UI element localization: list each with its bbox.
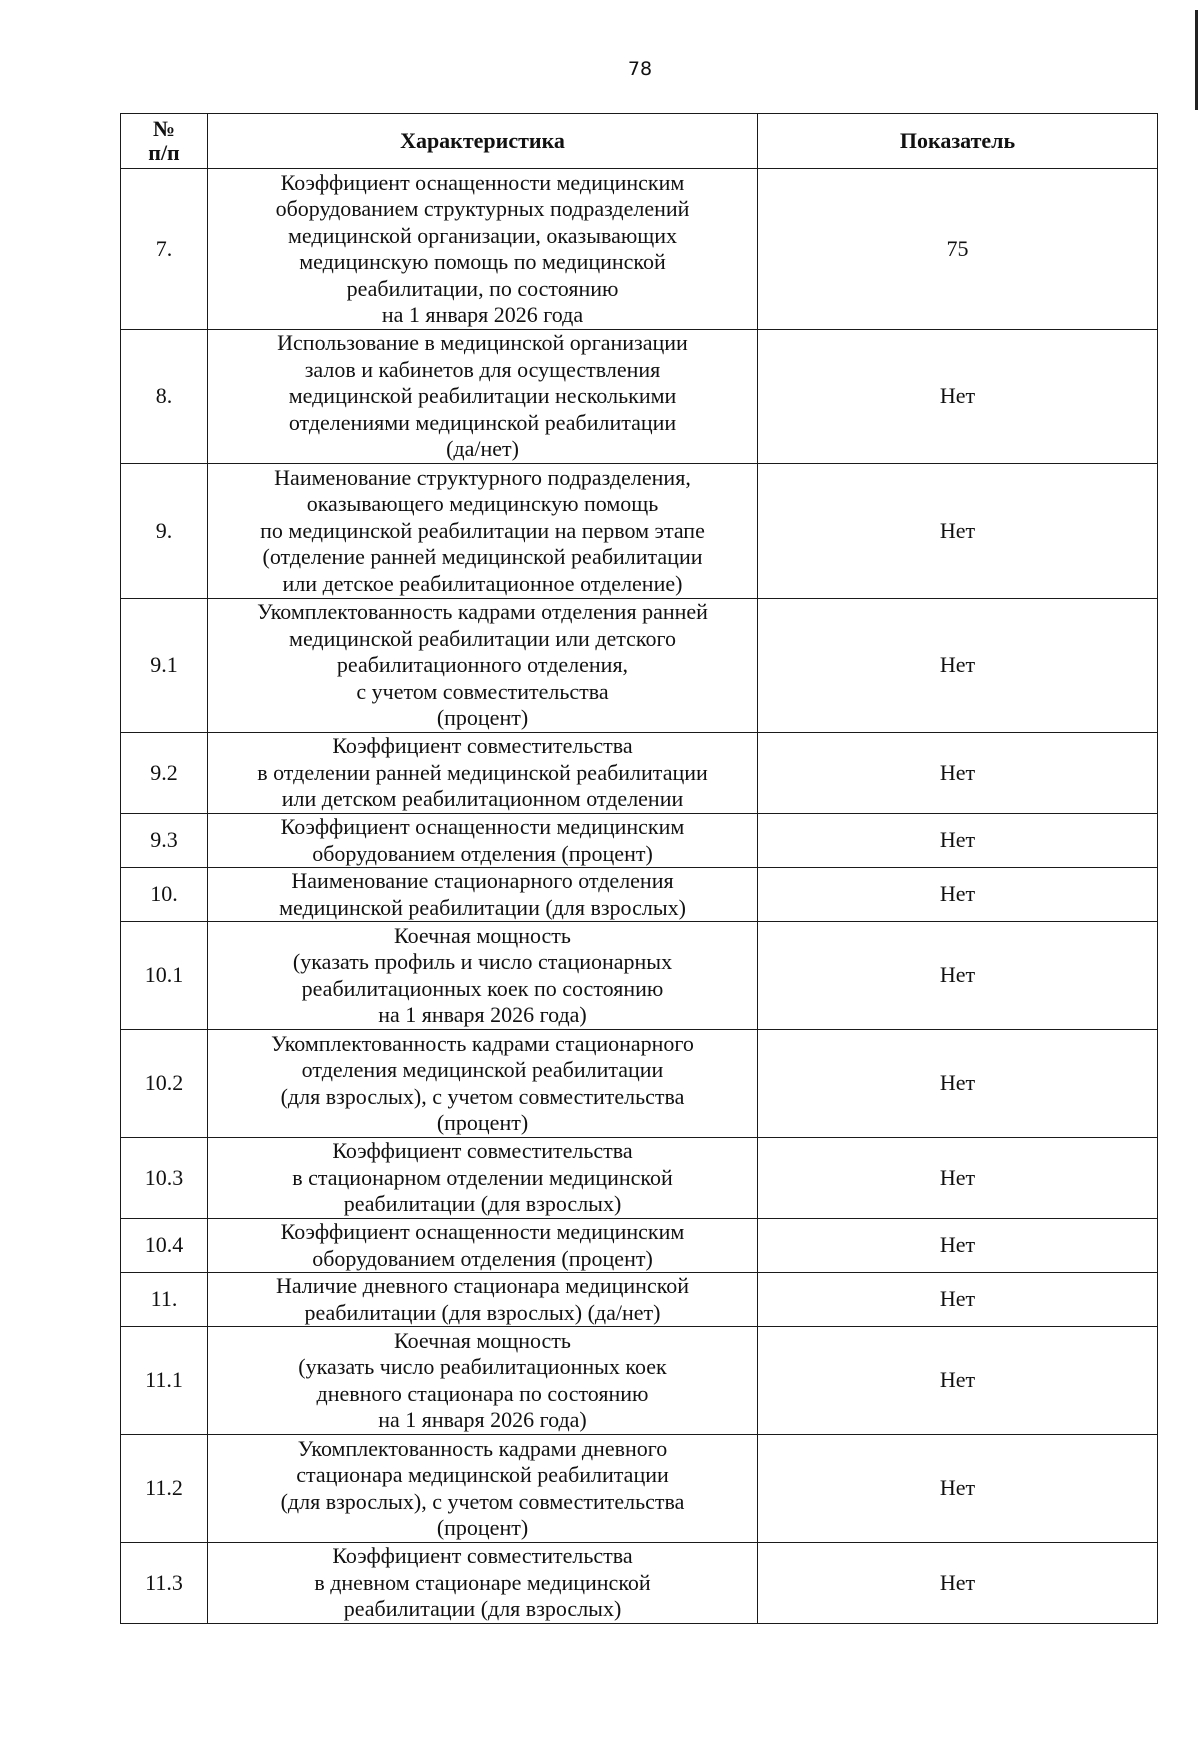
row-number: 11.2 xyxy=(121,1435,208,1543)
table-row xyxy=(121,1030,1158,1138)
row-number: 9.3 xyxy=(121,814,208,868)
row-value: Нет xyxy=(758,1273,1158,1327)
row-characteristic: Коечная мощность (указать профиль и число стационарных реабилитационных коек по состоянию на 1 января 2026 года) xyxy=(208,922,758,1030)
row-value: Нет xyxy=(758,922,1158,1030)
table-row xyxy=(121,464,1158,599)
table-row xyxy=(121,1435,1158,1543)
row-characteristic: Коэффициент совместительства в дневном стационаре медицинской реабилитации (для взрослых) xyxy=(208,1543,758,1624)
row-number: 9.1 xyxy=(121,599,208,733)
row-number: 10.2 xyxy=(121,1030,208,1138)
row-number: 11.3 xyxy=(121,1543,208,1624)
row-number: 10.4 xyxy=(121,1219,208,1273)
row-characteristic: Коэффициент оснащенности медицинским оборудованием отделения (процент) xyxy=(208,1219,758,1273)
header-value: Показатель xyxy=(758,114,1158,169)
header-characteristic: Характеристика xyxy=(208,114,758,169)
row-characteristic: Коечная мощность (указать число реабилитационных коек дневного стационара по состоянию на 1 января 2026 года) xyxy=(208,1327,758,1435)
row-value: Нет xyxy=(758,1030,1158,1138)
table-row xyxy=(121,599,1158,733)
table-row xyxy=(121,1273,1158,1327)
row-value: Нет xyxy=(758,733,1158,814)
row-characteristic: Использование в медицинской организации залов и кабинетов для осуществления медицинской реабилитации несколькими отделениями медицинской реабилитации (да/нет) xyxy=(208,330,758,464)
page-edge-mark xyxy=(1195,10,1198,110)
row-value: Нет xyxy=(758,1543,1158,1624)
row-characteristic: Коэффициент совместительства в отделении ранней медицинской реабилитации или детском реабилитационном отделении xyxy=(208,733,758,814)
row-number: 10. xyxy=(121,868,208,922)
row-value: Нет xyxy=(758,1327,1158,1435)
table-body xyxy=(121,169,1158,1624)
row-characteristic: Коэффициент совместительства в стационарном отделении медицинской реабилитации (для взрослых) xyxy=(208,1138,758,1219)
row-number: 11. xyxy=(121,1273,208,1327)
table-row xyxy=(121,1219,1158,1273)
row-number: 9. xyxy=(121,464,208,599)
row-value: Нет xyxy=(758,868,1158,922)
row-value: Нет xyxy=(758,1219,1158,1273)
row-characteristic: Укомплектованность кадрами отделения ранней медицинской реабилитации или детского реабилитационного отделения, с учетом совместительства (процент) xyxy=(208,599,758,733)
characteristics-table xyxy=(120,113,1158,1624)
row-number: 10.3 xyxy=(121,1138,208,1219)
row-characteristic: Наименование стационарного отделения медицинской реабилитации (для взрослых) xyxy=(208,868,758,922)
row-value: Нет xyxy=(758,814,1158,868)
row-number: 11.1 xyxy=(121,1327,208,1435)
row-characteristic: Укомплектованность кадрами стационарного отделения медицинской реабилитации (для взрослых), с учетом совместительства (процент) xyxy=(208,1030,758,1138)
row-value: Нет xyxy=(758,599,1158,733)
table-row xyxy=(121,922,1158,1030)
row-value: Нет xyxy=(758,330,1158,464)
table-row xyxy=(121,1138,1158,1219)
page-number: 78 xyxy=(627,58,653,80)
row-number: 7. xyxy=(121,169,208,330)
row-characteristic: Коэффициент оснащенности медицинским оборудованием отделения (процент) xyxy=(208,814,758,868)
row-value: Нет xyxy=(758,464,1158,599)
table-row xyxy=(121,330,1158,464)
row-number: 10.1 xyxy=(121,922,208,1030)
table-header-row xyxy=(121,114,1158,169)
row-characteristic: Коэффициент оснащенности медицинским оборудованием структурных подразделений медицинской организации, оказывающих медицинскую помощь по медицинской реабилитации, по состоянию на 1 января 2026 года xyxy=(208,169,758,330)
table-row xyxy=(121,169,1158,330)
header-num: № п/п xyxy=(121,114,208,169)
row-number: 8. xyxy=(121,330,208,464)
row-characteristic: Укомплектованность кадрами дневного стационара медицинской реабилитации (для взрослых), с учетом совместительства (процент) xyxy=(208,1435,758,1543)
table-row xyxy=(121,1327,1158,1435)
row-value: Нет xyxy=(758,1435,1158,1543)
row-number: 9.2 xyxy=(121,733,208,814)
row-value: Нет xyxy=(758,1138,1158,1219)
row-characteristic: Наименование структурного подразделения, оказывающего медицинскую помощь по медицинской реабилитации на первом этапе (отделение ранней медицинской реабилитации или детское реабилитационное отделение) xyxy=(208,464,758,599)
table-row xyxy=(121,733,1158,814)
row-characteristic: Наличие дневного стационара медицинской реабилитации (для взрослых) (да/нет) xyxy=(208,1273,758,1327)
table-row xyxy=(121,1543,1158,1624)
row-value: 75 xyxy=(758,169,1158,330)
table-row xyxy=(121,868,1158,922)
table-row xyxy=(121,814,1158,868)
